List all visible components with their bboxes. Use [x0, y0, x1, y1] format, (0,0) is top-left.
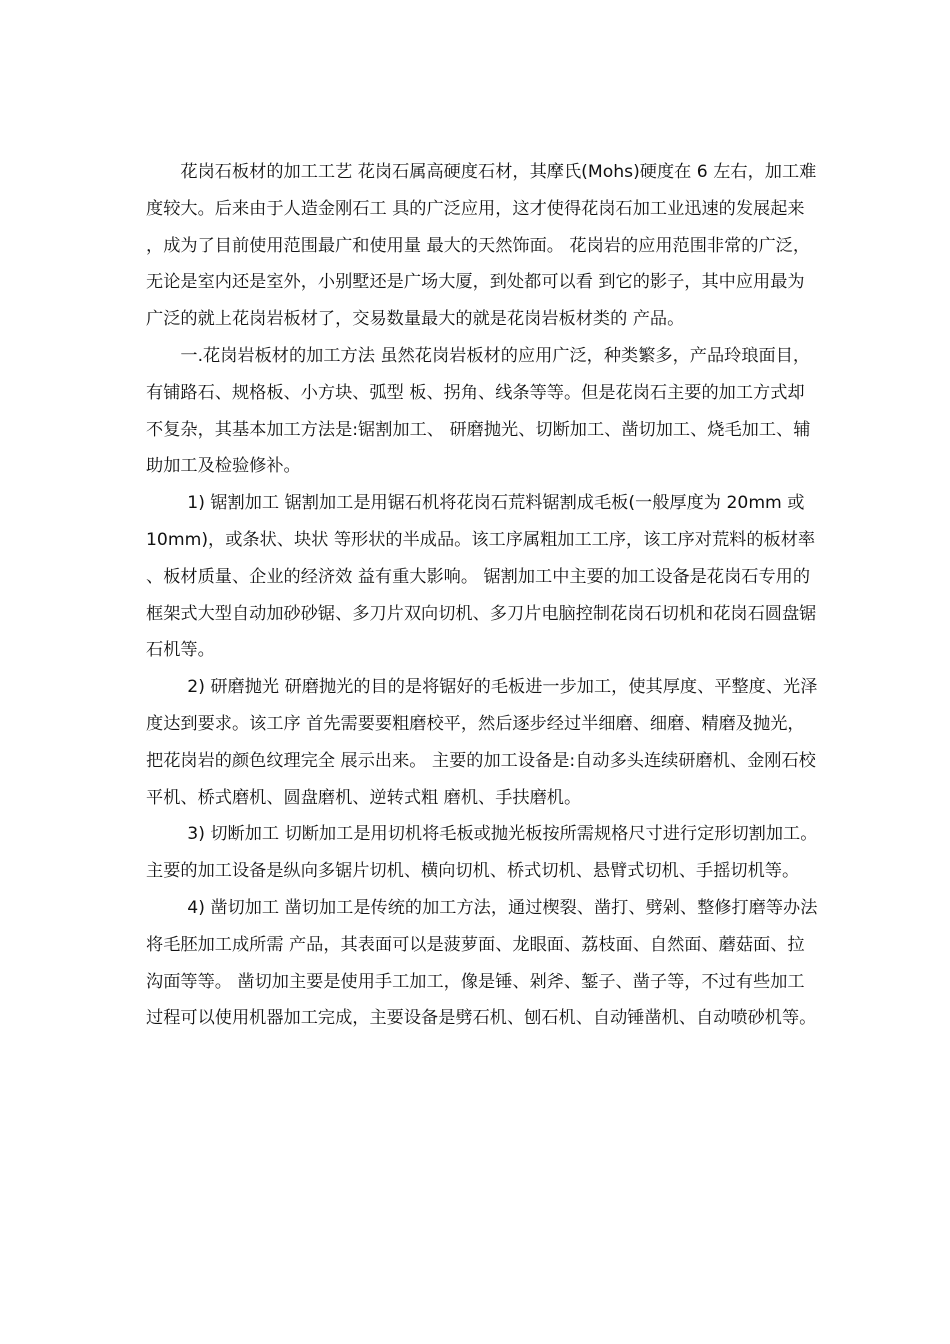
paragraph-polishing: 2) 研磨抛光 研磨抛光的目的是将锯好的毛板进一步加工，使其厚度、平整度、光泽度达到要求。该工序 首先需要要粗磨校平，然后逐步经过半细磨、细磨、精磨及抛光，把花岗岩的颜色纹理完全 展示出来。 主要的加工设备是:自动多头连续研磨机、金刚石校平机、桥式磨机、圆盘磨机、逆转式粗 磨机、手扶磨机。 — [146, 677, 818, 808]
paragraph-cutting: 3) 切断加工 切断加工是用切机将毛板或抛光板按所需规格尺寸进行定形切割加工。 主要的加工设备是纵向多锯片切机、横向切机、桥式切机、悬臂式切机、手摇切机等。 — [146, 824, 818, 882]
paragraph-methods: 一.花岗岩板材的加工方法 虽然花岗岩板材的应用广泛，种类繁多，产品玲琅面目，有铺路石、规格板、小方块、弧型 板、拐角、线条等等。但是花岗石主要的加工方式却不复杂，其基本加工方法是:锯割加工、 研磨抛光、切断加工、凿切加工、烧毛加工、辅助加工及检验修补。 — [146, 345, 811, 477]
document-page — [146, 154, 818, 1037]
paragraph-chiseling: 4) 凿切加工 凿切加工是传统的加工方法，通过楔裂、凿打、劈剁、整修打磨等办法将毛胚加工成所需 产品，其表面可以是菠萝面、龙眼面、荔枝面、自然面、蘑菇面、拉沟面等等。 凿切加主要是使用手工加工，像是锤、剁斧、錾子、凿子等，不过有些加工过程可以使用机器加工完成，主要设备是劈石机、刨石机、自动锤凿机、自动喷砂机等。 — [146, 897, 818, 1029]
paragraph-sawing: 1) 锯割加工 锯割加工是用锯石机将花岗石荒料锯割成毛板(一般厚度为 20mm 或 10mm)，或条状、块状 等形状的半成品。该工序属粗加工工序，该工序对荒料的板材率、板材质量、企业的经济效 益有重大影响。 锯割加工中主要的加工设备是花岗石专用的框架式大型自动加砂砂锯、多刀片双向切机、多刀片电脑控制花岗石切机和花岗石圆盘锯石机等。 — [146, 493, 817, 661]
paragraph-intro: 花岗石板材的加工工艺 花岗石属高硬度石材，其摩氏(Mohs)硬度在 6 左右，加工难度较大。后来由于人造金刚石工 具的广泛应用，这才使得花岗石加工业迅速的发展起来，成为了目前使用范围最广和使用量 最大的天然饰面。 花岗岩的应用范围非常的广泛，无论是室内还是室外，小别墅还是广场大厦，到处都可以看 到它的影子，其中应用最为广泛的就上花岗岩板材了，交易数量最大的就是花岗岩板材类的 产品。 — [146, 162, 817, 330]
